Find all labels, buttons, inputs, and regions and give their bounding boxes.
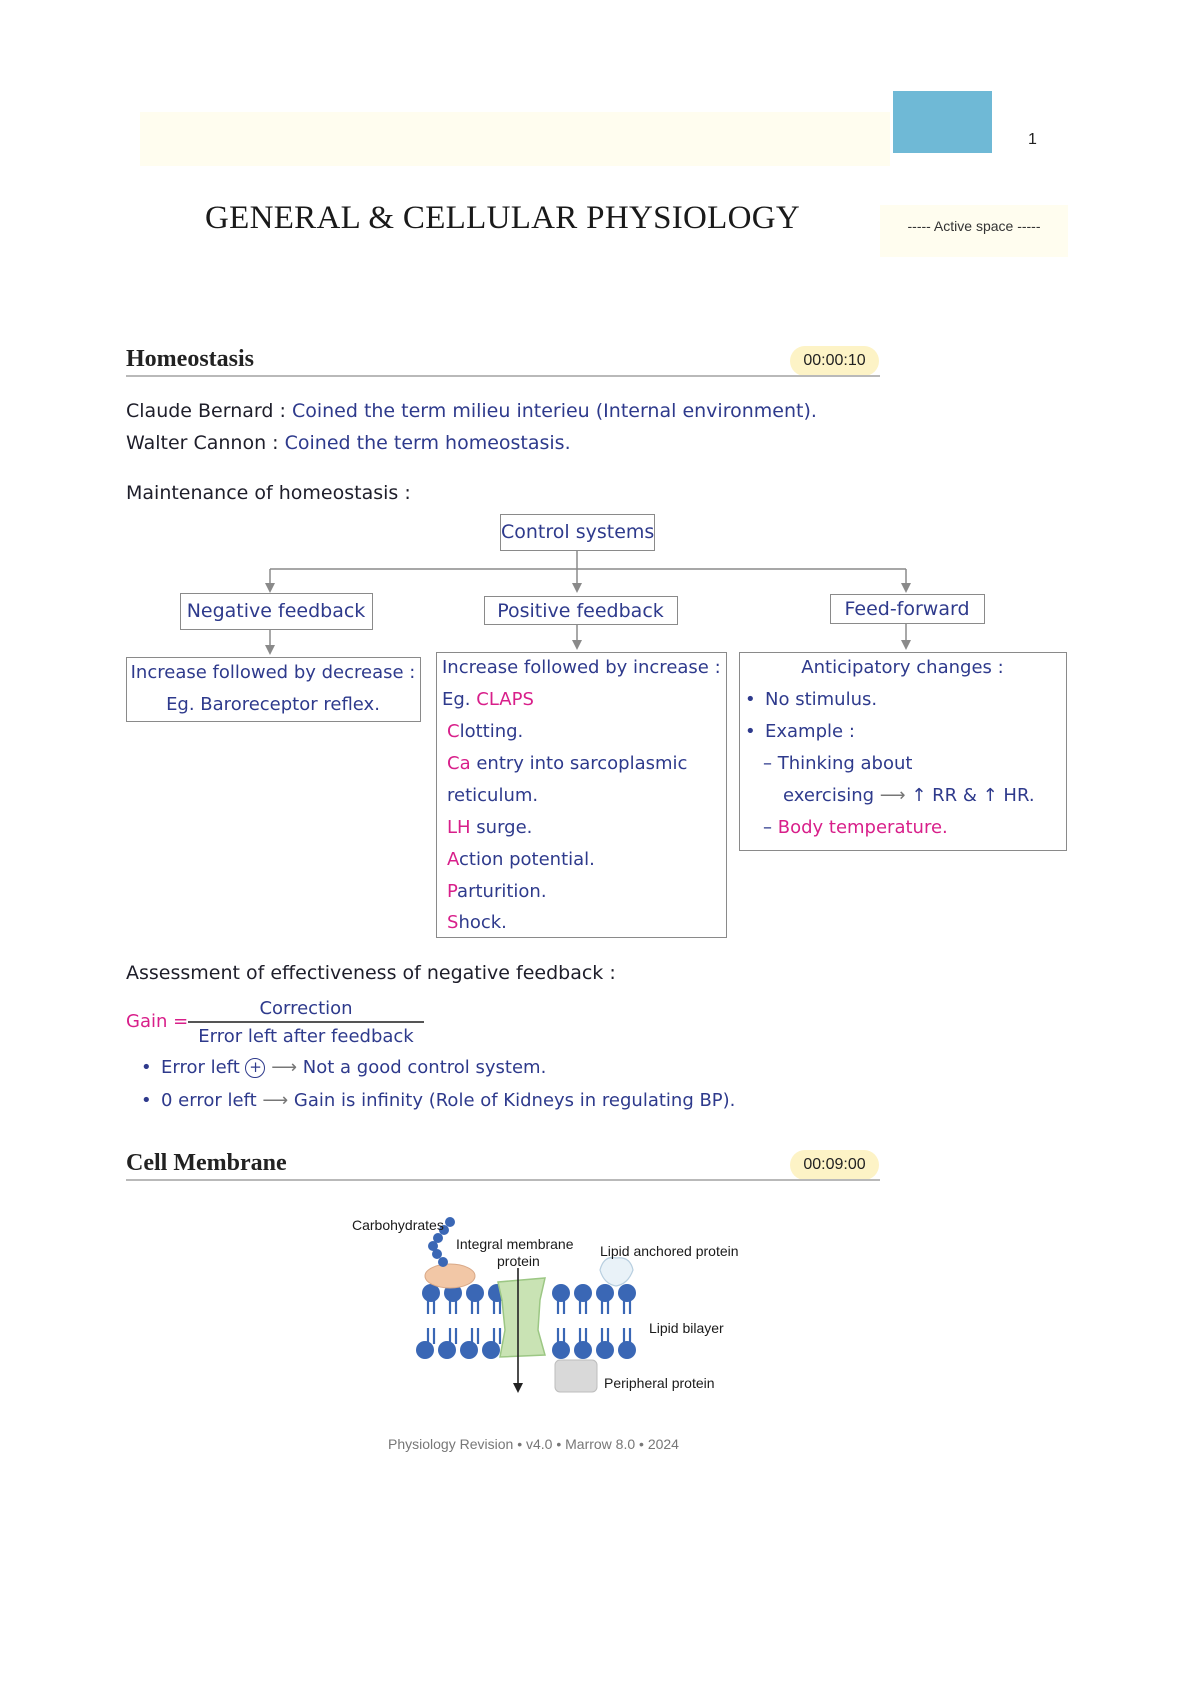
feedforward-sub-item-cont <box>783 785 1035 806</box>
positive-item <box>447 912 507 933</box>
negative-detail-line1: Increase followed by decrease : <box>130 662 416 683</box>
timestamp-badge-homeostasis[interactable]: 00:00:10 <box>790 346 879 376</box>
label-lipid-bilayer: Lipid bilayer <box>649 1320 724 1336</box>
positive-item <box>447 785 538 806</box>
walter-cannon-label: Walter Cannon : <box>126 432 279 454</box>
dash-glyph: – <box>763 817 778 838</box>
feedforward-sub-text: Body temperature. <box>777 817 948 838</box>
claps-mnemonic: CLAPS <box>476 689 534 710</box>
gain-fraction-bar <box>188 1021 424 1023</box>
page-number: 1 <box>1028 131 1037 148</box>
gain-point-result: Gain is infinity (Role of Kidneys in regulating BP). <box>293 1090 736 1111</box>
cell-membrane-diagram <box>340 1205 780 1405</box>
positive-item <box>447 817 532 838</box>
positive-item-initial: P <box>447 881 458 902</box>
timestamp-badge-cell-membrane[interactable]: 00:09:00 <box>790 1150 879 1180</box>
dash-glyph: – <box>763 753 778 774</box>
arrow-right-icon: ⟶ <box>262 1090 289 1111</box>
section-title-cell-membrane: Cell Membrane <box>126 1150 287 1176</box>
positive-item-initial: A <box>447 849 459 870</box>
positive-detail-box <box>436 652 727 938</box>
positive-detail-line1: Increase followed by increase : <box>442 657 721 678</box>
section-divider-cell-membrane <box>126 1179 880 1181</box>
feedforward-sub-item <box>763 753 912 774</box>
positive-eg-label: Eg. <box>442 689 471 710</box>
positive-item-initial: LH <box>447 817 471 838</box>
positive-item-rest: ction potential. <box>459 849 595 870</box>
positive-item-rest: surge. <box>470 817 533 838</box>
gain-point <box>161 1090 735 1111</box>
page-footer: Physiology Revision • v4.0 • Marrow 8.0 • 2024 <box>388 1436 679 1452</box>
positive-feedback-label: Positive feedback <box>497 600 664 622</box>
gain-point-result: Not a good control system. <box>302 1057 547 1078</box>
arrow-right-icon: ⟶ <box>879 785 906 806</box>
feedforward-sub-result: ↑ RR & ↑ HR. <box>911 785 1035 806</box>
feedforward-bullet: • No stimulus. <box>765 689 877 710</box>
negative-feedback-label: Negative feedback <box>186 600 366 622</box>
feedforward-sub-text: exercising <box>783 785 875 806</box>
positive-item-rest: arturition. <box>457 881 547 902</box>
section-title-homeostasis: Homeostasis <box>126 346 254 372</box>
positive-item <box>447 881 547 902</box>
positive-feedback-box <box>484 596 678 625</box>
maintenance-heading: Maintenance of homeostasis : <box>126 482 411 504</box>
gain-point-lead: Error left <box>161 1057 240 1078</box>
negative-detail-line2: Eg. Baroreceptor reflex. <box>166 694 380 715</box>
positive-item-rest: reticulum. <box>447 785 539 806</box>
claude-bernard-label: Claude Bernard : <box>126 400 286 422</box>
gain-numerator: Correction <box>259 998 353 1019</box>
label-integral-membrane: Integral membrane <box>456 1236 574 1252</box>
label-lipid-anchored: Lipid anchored protein <box>600 1243 739 1259</box>
walter-cannon-text: Coined the term homeostasis. <box>284 432 571 454</box>
positive-item-initial: S <box>447 912 459 933</box>
feedforward-sub-item <box>763 817 948 838</box>
positive-item <box>447 849 595 870</box>
gain-point-lead: 0 error left <box>161 1090 257 1111</box>
negative-detail-box <box>126 657 421 722</box>
positive-item <box>447 721 523 742</box>
arrow-right-icon: ⟶ <box>271 1057 298 1078</box>
feed-forward-label: Feed-forward <box>844 598 970 620</box>
positive-item-rest: lotting. <box>459 721 524 742</box>
gain-label: Gain = <box>126 1011 189 1032</box>
positive-item-rest: entry into sarcoplasmic <box>470 753 688 774</box>
positive-item-initial: Ca <box>447 753 471 774</box>
positive-eg-line <box>442 689 534 710</box>
feedforward-heading: Anticipatory changes : <box>801 657 1004 678</box>
assessment-heading: Assessment of effectiveness of negative feedback : <box>126 962 616 984</box>
positive-item <box>447 753 687 774</box>
feedforward-detail-box <box>739 652 1067 851</box>
negative-feedback-box <box>180 593 373 630</box>
feedforward-bullet: • Example : <box>765 721 855 742</box>
control-systems-label: Control systems <box>501 521 655 543</box>
claude-bernard-text: Coined the term milieu interieu (Internal environment). <box>291 400 817 422</box>
positive-item-rest: hock. <box>458 912 507 933</box>
gain-denominator: Error left after feedback <box>198 1026 414 1047</box>
positive-item-initial: C <box>447 721 460 742</box>
page-title: GENERAL & CELLULAR PHYSIOLOGY <box>204 200 801 236</box>
control-systems-box <box>500 514 655 551</box>
label-carbohydrates: Carbohydrates <box>352 1217 444 1233</box>
label-peripheral-protein: Peripheral protein <box>604 1375 715 1391</box>
feed-forward-box <box>830 594 985 624</box>
feedforward-sub-text: Thinking about <box>777 753 913 774</box>
plus-circle-icon: + <box>245 1058 265 1078</box>
active-space-label: ----- Active space ----- <box>907 218 1041 234</box>
label-integral-protein: protein <box>497 1253 540 1269</box>
gain-point <box>161 1057 546 1078</box>
